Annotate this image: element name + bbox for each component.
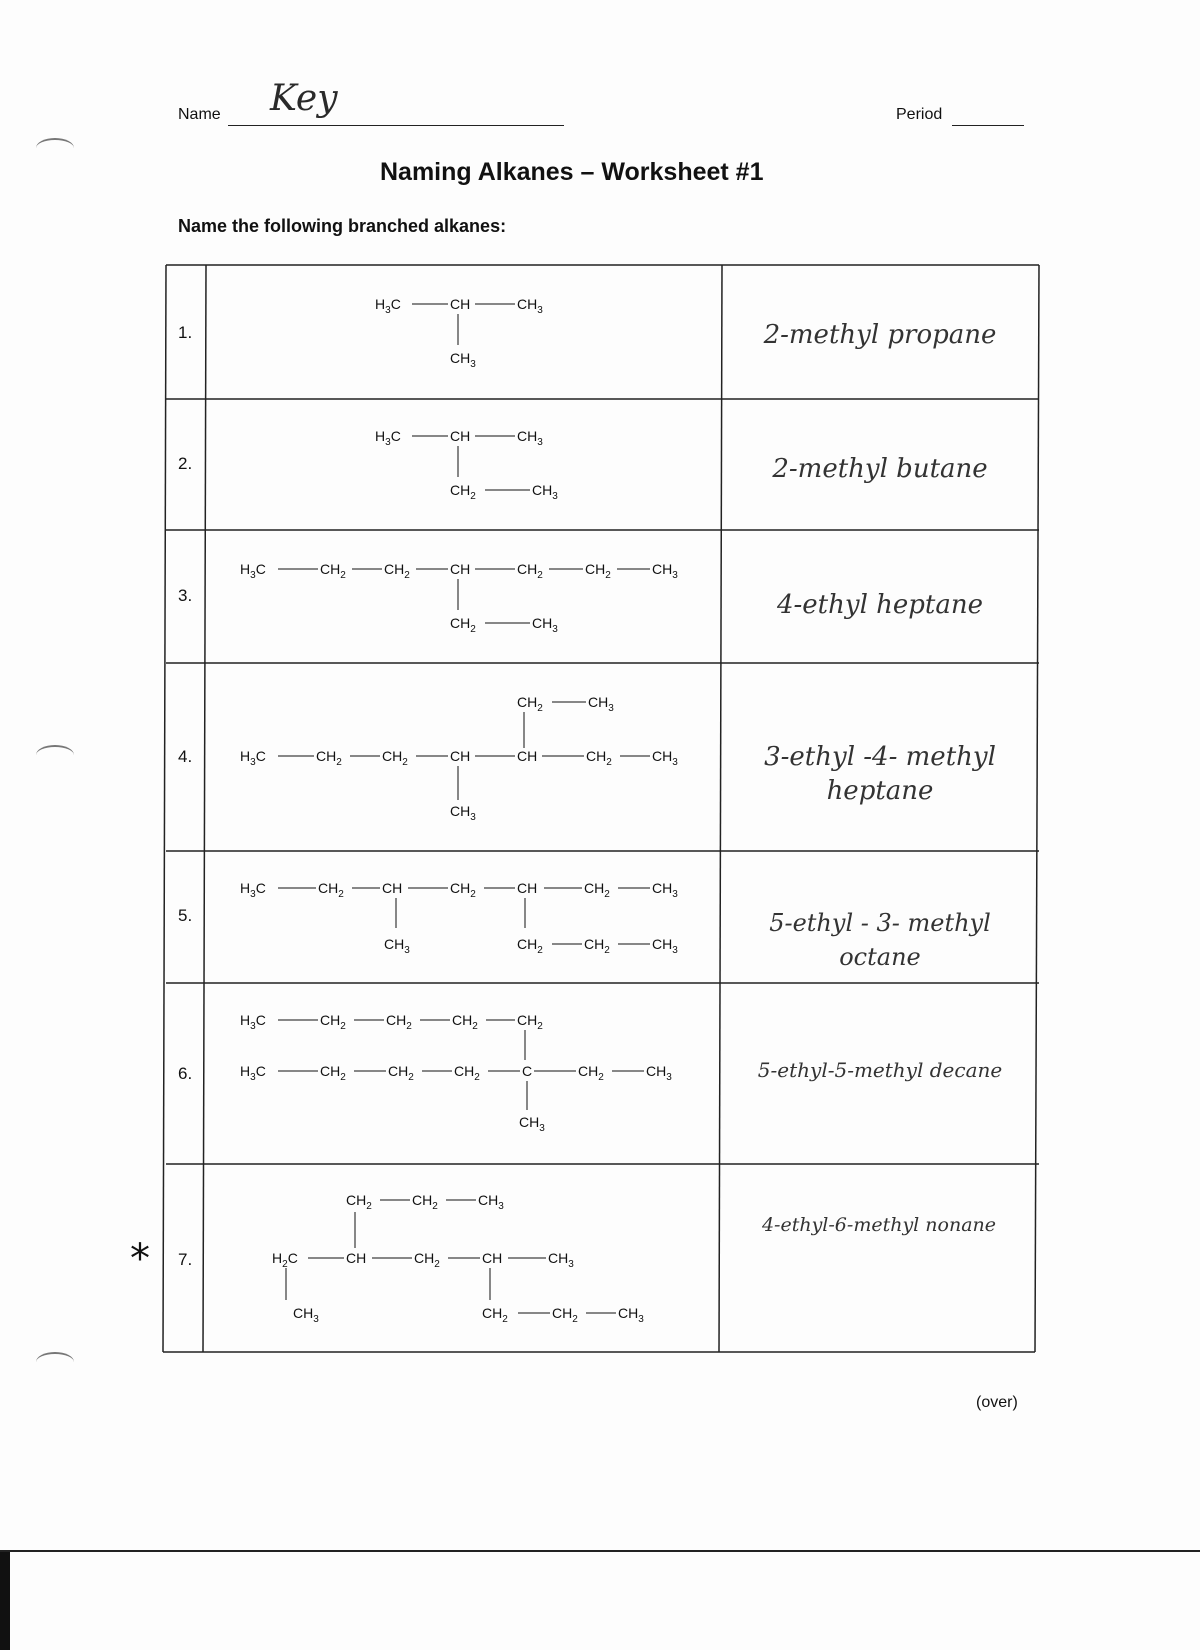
svg-text:CH2: $CH_2$ xyxy=(482,1305,508,1325)
svg-text:CH3: $CH_3$ xyxy=(517,428,543,448)
svg-text:CH: CH xyxy=(450,428,471,444)
svg-text:CH: CH xyxy=(450,561,471,577)
svg-text:CH3: $CH_3$ xyxy=(293,1305,319,1325)
svg-text:CH2: $CH_2$ xyxy=(346,1192,372,1212)
structure-5 xyxy=(240,880,678,956)
svg-text:CH: CH xyxy=(517,880,538,896)
svg-text:CH2: $CH_2$ xyxy=(517,561,543,581)
svg-text:CH3: $CH_3$ xyxy=(646,1063,672,1083)
answer-line: 2-methyl propane xyxy=(763,320,997,350)
footer-over: (over) xyxy=(976,1394,1018,1411)
svg-text:CH3: $CH_3$ xyxy=(517,296,543,316)
svg-text:CH: CH xyxy=(450,748,471,764)
svg-text:H3C: $H_3C$ xyxy=(375,428,401,448)
svg-text:H3C: $H_3C$ xyxy=(240,1012,266,1032)
svg-text:CH2: $CH_2$ xyxy=(517,694,543,714)
answer-line: 5-ethyl - 3- methyl xyxy=(769,909,991,937)
svg-text:H3C: $H_3C$ xyxy=(240,748,266,768)
svg-text:CH2: $CH_2$ xyxy=(584,936,610,956)
answer-line: 3-ethyl -4- methyl xyxy=(764,742,996,772)
row-number: 7. xyxy=(178,1250,193,1269)
svg-text:H2C: $H_2C$ xyxy=(272,1250,298,1270)
svg-text:CH2: $CH_2$ xyxy=(517,936,543,956)
svg-text:CH3: $CH_3$ xyxy=(384,936,410,956)
svg-text:CH3: $CH_3$ xyxy=(548,1250,574,1270)
svg-text:CH3: $CH_3$ xyxy=(652,880,678,900)
structure-4 xyxy=(240,694,678,823)
name-label: Name xyxy=(178,106,221,123)
answer-text xyxy=(726,452,1034,486)
name-handwritten-value: Key xyxy=(270,78,338,119)
answer-line: 4-ethyl heptane xyxy=(776,590,984,620)
svg-text:CH2: $CH_2$ xyxy=(386,1012,412,1032)
svg-text:CH: CH xyxy=(517,748,538,764)
svg-text:CH2: $CH_2$ xyxy=(585,561,611,581)
svg-text:CH3: $CH_3$ xyxy=(652,936,678,956)
svg-text:CH2: $CH_2$ xyxy=(450,615,476,635)
svg-text:H3C: $H_3C$ xyxy=(375,296,401,316)
svg-text:CH2: $CH_2$ xyxy=(454,1063,480,1083)
svg-text:CH: CH xyxy=(482,1250,503,1266)
answer-text xyxy=(726,740,1034,808)
svg-text:H3C: $H_3C$ xyxy=(240,561,266,581)
svg-text:CH3: $CH_3$ xyxy=(652,748,678,768)
worksheet-title: Naming Alkanes – Worksheet #1 xyxy=(380,158,764,186)
svg-text:CH3: $CH_3$ xyxy=(450,350,476,370)
answer-line: 5-ethyl-5-methyl decane xyxy=(757,1058,1003,1082)
svg-text:CH3: $CH_3$ xyxy=(618,1305,644,1325)
row-number: 3. xyxy=(178,586,193,605)
svg-text:CH3: $CH_3$ xyxy=(532,615,558,635)
svg-text:CH3: $CH_3$ xyxy=(532,482,558,502)
svg-text:CH: CH xyxy=(346,1250,367,1266)
instruction-text: Name the following branched alkanes: xyxy=(178,216,507,236)
svg-text:CH3: $CH_3$ xyxy=(519,1114,545,1134)
row-number: 2. xyxy=(178,454,193,473)
answer-line: 2-methyl butane xyxy=(772,454,988,484)
svg-text:CH2: $CH_2$ xyxy=(316,748,342,768)
svg-text:CH2: $CH_2$ xyxy=(320,561,346,581)
svg-text:CH2: $CH_2$ xyxy=(552,1305,578,1325)
svg-text:CH2: $CH_2$ xyxy=(388,1063,414,1083)
svg-text:CH3: $CH_3$ xyxy=(478,1192,504,1212)
answer-text xyxy=(722,1208,1036,1242)
structure-7 xyxy=(272,1192,644,1325)
row-number: 5. xyxy=(178,906,193,925)
svg-text:CH2: $CH_2$ xyxy=(452,1012,478,1032)
svg-text:CH2: $CH_2$ xyxy=(318,880,344,900)
svg-text:H3C: $H_3C$ xyxy=(240,880,266,900)
svg-text:CH3: $CH_3$ xyxy=(652,561,678,581)
scan-edge-line xyxy=(0,1550,1200,1552)
svg-text:CH2: $CH_2$ xyxy=(584,880,610,900)
svg-text:CH2: $CH_2$ xyxy=(412,1192,438,1212)
svg-text:C: C xyxy=(522,1063,533,1079)
svg-text:H3C: $H_3C$ xyxy=(240,1063,266,1083)
star-mark: * xyxy=(130,1236,150,1282)
structure-2 xyxy=(375,428,558,502)
period-label: Period xyxy=(896,106,943,123)
svg-text:CH2: $CH_2$ xyxy=(517,1012,543,1032)
svg-text:CH2: $CH_2$ xyxy=(320,1012,346,1032)
row-number: 6. xyxy=(178,1064,193,1083)
structure-1 xyxy=(375,296,543,370)
svg-text:CH: CH xyxy=(450,296,471,312)
answer-line: heptane xyxy=(826,776,934,806)
row-number: 1. xyxy=(178,323,193,342)
answer-text xyxy=(726,906,1034,974)
structure-6 xyxy=(240,1012,672,1134)
answer-text xyxy=(726,318,1034,352)
svg-text:CH: CH xyxy=(382,880,403,896)
scan-edge-bar xyxy=(0,1550,10,1650)
answer-text xyxy=(726,588,1034,622)
svg-text:CH3: $CH_3$ xyxy=(450,803,476,823)
svg-text:CH2: $CH_2$ xyxy=(450,482,476,502)
structure-3 xyxy=(240,561,678,635)
svg-text:CH2: $CH_2$ xyxy=(320,1063,346,1083)
svg-text:CH2: $CH_2$ xyxy=(384,561,410,581)
answer-line: 4-ethyl-6-methyl nonane xyxy=(761,1214,997,1236)
svg-text:CH3: $CH_3$ xyxy=(588,694,614,714)
row-number: 4. xyxy=(178,747,193,766)
answer-text xyxy=(726,1053,1034,1087)
svg-text:CH2: $CH_2$ xyxy=(414,1250,440,1270)
svg-text:CH2: $CH_2$ xyxy=(382,748,408,768)
answer-line: octane xyxy=(839,943,921,971)
svg-text:CH2: $CH_2$ xyxy=(578,1063,604,1083)
svg-text:CH2: $CH_2$ xyxy=(450,880,476,900)
svg-text:CH2: $CH_2$ xyxy=(586,748,612,768)
